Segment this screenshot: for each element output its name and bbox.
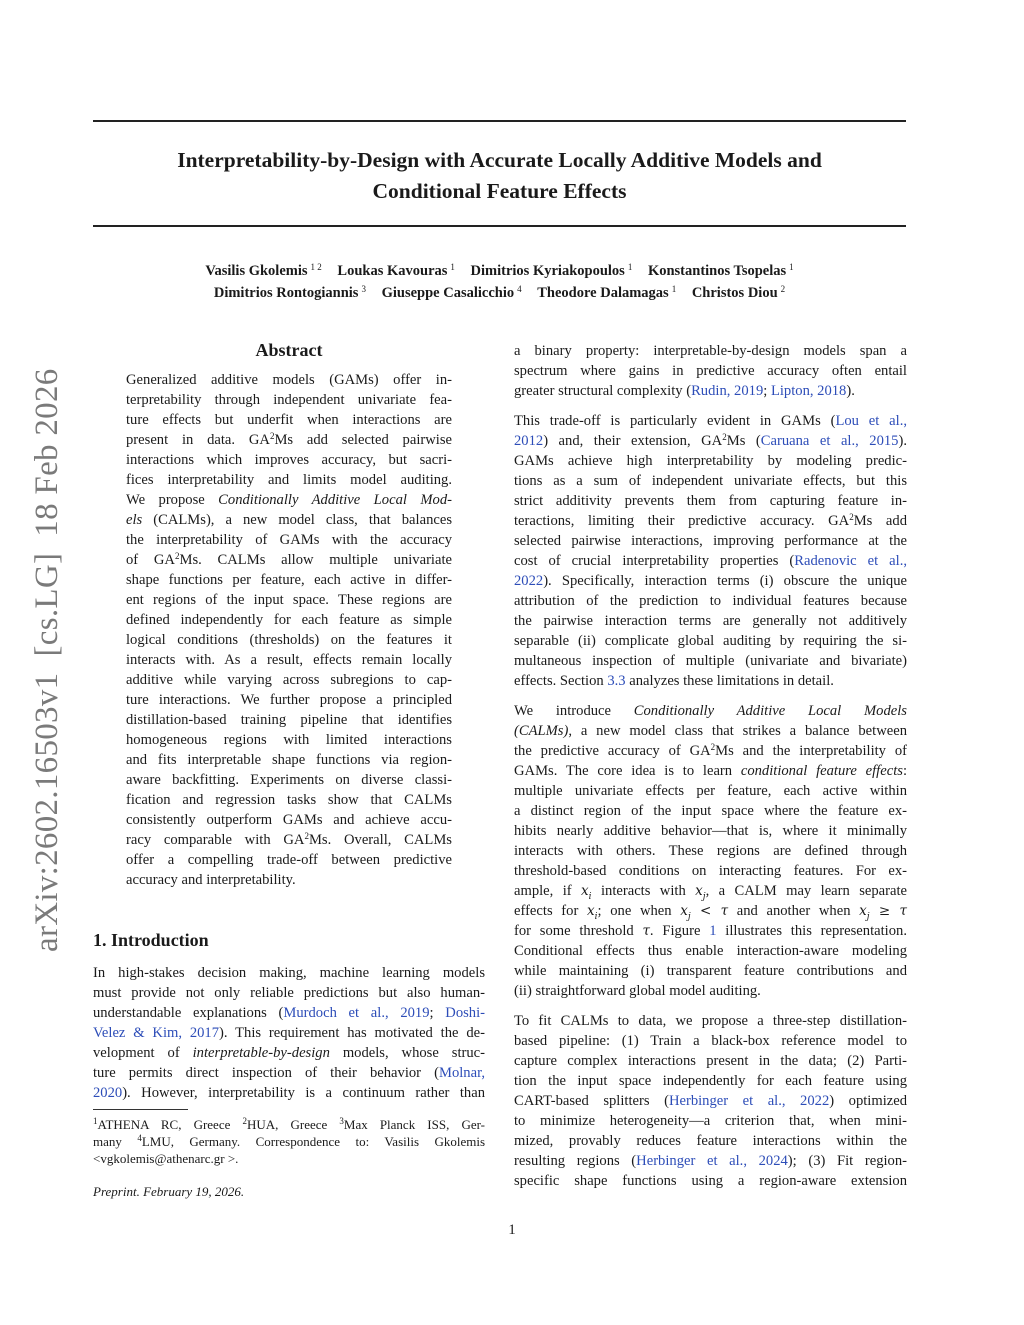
text-line: GAMs. The core idea is to learn conditional feature effects: [514, 763, 907, 779]
title-rule-bottom [93, 225, 906, 227]
citation-link[interactable]: Radenovic et al., [794, 553, 907, 569]
text-line: cost of crucial interpretability properties (Radenovic et al., [514, 553, 907, 569]
text-line: velopment of interpretable-by-design models, whose struc- [93, 1045, 485, 1061]
text-line: tion the input space independently for each feature using [514, 1073, 907, 1089]
text-line: In high-stakes decision making, machine learning models [93, 965, 485, 981]
text-line: ture effects but underfit when interactions are [126, 412, 452, 428]
text-line: effects. Section 3.3 analyzes these limitations in detail. [514, 673, 834, 689]
text-line: the pairwise interaction terms are generally not additively [514, 613, 907, 629]
text-line: selected pairwise interactions, improving performance at the [514, 533, 907, 549]
author: Vasilis Gkolemis $^{1 2}$ [205, 262, 322, 279]
text-line: must provide not only reliable predictions but also human- [93, 985, 485, 1001]
text-line: a binary property: interpretable-by-design models span a [514, 343, 907, 359]
text-line: and fits interpretable shape functions via region- [126, 752, 452, 768]
preprint-note: Preprint. February 19, 2026. [93, 1184, 245, 1199]
text-line: threshold-based conditions on interacting features. For ex- [514, 863, 907, 879]
author: Theodore Dalamagas $^1$ [537, 284, 677, 301]
text-line: additive while varying across subregions to cap- [126, 672, 452, 688]
text-line: homogeneous regions with limited interactions [126, 732, 452, 748]
footnote-line: $^1$ATHENA RC, Greece $^2$HUA, Greece $^3$Max Planck ISS, Ger- [93, 1116, 485, 1132]
text-line: fices interpretability and limits model auditing. [126, 472, 452, 488]
text-line: accuracy and interpretability. [126, 872, 296, 888]
footnote-email: <vgkolemis@athenarc.gr >. [93, 1151, 239, 1166]
text-line: racy comparable with $GA^2Ms$. Overall, CALMs [126, 831, 452, 848]
citation-link[interactable]: Velez & Kim, 2017 [93, 1025, 220, 1041]
text-line: To fit CALMs to data, we propose a three-step distillation- [514, 1013, 907, 1029]
text-line: tions as a sum of independent univariate effects, but this [514, 473, 907, 489]
abstract-heading: Abstract [255, 340, 323, 360]
citation-link[interactable]: Doshi- [445, 1005, 486, 1021]
text-line: terpretability through independent univariate fea- [126, 392, 452, 408]
section-heading-introduction: 1. Introduction [93, 930, 209, 950]
arxiv-id: arXiv:2602.16503v1 [29, 672, 65, 952]
arxiv-category: [cs.LG] [29, 552, 65, 657]
text-line: for some threshold τ. Figure 1 illustrates this representation. [514, 923, 907, 939]
author: Christos Diou $^2$ [691, 284, 786, 301]
text-line: ent regions of the input space. These regions are [126, 592, 452, 608]
text-line: 2022). Specifically, interaction terms (i) obscure the unique [514, 573, 907, 589]
author: Giuseppe Casalicchio $^4$ [381, 284, 522, 301]
citation-link[interactable]: 2022 [514, 573, 544, 589]
text-line: els (CALMs), a new model class, that balances [126, 512, 452, 528]
citation-link[interactable]: Rudin, 2019 [691, 383, 764, 399]
text-line: CART-based splitters (Herbinger et al., 2022) optimized [514, 1093, 908, 1109]
text-line: Velez & Kim, 2017). This requirement has motivated the de- [93, 1025, 485, 1041]
text-line: of $GA^2Ms$. CALMs allow multiple univariate [126, 551, 452, 568]
figure-link[interactable]: 1 [709, 923, 717, 939]
text-line: teractions, limiting their predictive accuracy. $GA^2Ms$ add [514, 512, 907, 529]
text-line: offer a compelling trade-off between predictive [126, 852, 452, 868]
author: Loukas Kavouras $^1$ [337, 262, 455, 279]
text-line: capture complex interactions present in the data; (2) Parti- [514, 1053, 907, 1069]
text-line: a distinct region of the input space where the feature ex- [514, 803, 907, 819]
text-line: (ii) straightforward global model auditing. [514, 983, 761, 999]
page-number: 1 [508, 1222, 516, 1238]
author: Konstantinos Tsopelas $^1$ [647, 262, 794, 279]
text-line: This trade-off is particularly evident in GAMs (Lou et al., [514, 413, 907, 429]
text-line: separable (ii) complicate global auditing by requiring the si- [514, 633, 907, 649]
citation-link[interactable]: Molnar, [438, 1065, 485, 1081]
citation-link[interactable]: Herbinger et al., 2022 [668, 1093, 830, 1109]
text-line: multaneous inspection of multiple (univariate and bivariate) [514, 653, 907, 669]
text-line: present in data. $GA^2Ms$ add selected pairwise [126, 431, 452, 448]
text-line: resulting regions (Herbinger et al., 2024); (3) Fit region- [514, 1153, 908, 1169]
text-line: interactions which improves accuracy, but sacri- [126, 452, 452, 468]
author: Dimitrios Rontogiannis $^3$ [213, 284, 366, 301]
text-line: ture permits direct inspection of their behavior (Molnar, [93, 1065, 485, 1081]
text-line: attribution of the prediction to individual features because [514, 593, 907, 609]
arxiv-date: 18 Feb 2026 [29, 368, 65, 537]
paper-title-line-2: Conditional Feature Effects [372, 179, 627, 203]
footnote-line: many $^4$LMU, Germany. Correspondence to: Vasilis Gkolemis [93, 1133, 486, 1149]
text-line: 2020). However, interpretability is a continuum rather than [93, 1085, 485, 1101]
text-line: fication and regression tasks show that CALMs [126, 792, 452, 808]
text-line: the predictive accuracy of $GA^2Ms$ and the interpretability of [514, 742, 907, 759]
text-line: strict additivity prevents them from capturing feature in- [514, 493, 907, 509]
text-line: hibits nearly additive behavior—that is, where it minimally [514, 823, 907, 839]
text-line: Conditional effects thus enable interaction-aware modeling [514, 943, 907, 959]
citation-link[interactable]: Murdoch et al., 2019 [283, 1005, 430, 1021]
citation-link[interactable]: Herbinger et al., 2024 [636, 1153, 788, 1169]
text-line: distillation-based training pipeline that identifies [126, 712, 452, 728]
text-line: shape functions per feature, each active in differ- [126, 572, 452, 588]
text-line: multiple univariate effects per feature, each active within [514, 783, 907, 799]
citation-link[interactable]: Lou et al., [835, 413, 907, 429]
text-line: spectrum where gains in predictive accuracy often entail [514, 363, 907, 379]
citation-link[interactable]: 2020 [93, 1085, 123, 1101]
section-link[interactable]: 3.3 [607, 673, 626, 689]
text-line: GAMs achieve high interpretability by modeling predic- [514, 453, 907, 469]
text-line: mized, provably reduces feature interactions within the [514, 1133, 907, 1149]
text-line: while maintaining (i) transparent feature contributions and [514, 963, 907, 979]
text-line: greater structural complexity (Rudin, 2019; Lipton, 2018). [514, 383, 855, 399]
text-line: aware backfitting. Experiments on diverse classi- [126, 772, 452, 788]
text-line: We introduce Conditionally Additive Local Models [514, 703, 907, 719]
text-line: to minimize heterogeneity—a criterion that, when mini- [514, 1113, 907, 1129]
text-line: 2012) and, their extension, $GA^2Ms$ (Caruana et al., 2015). [514, 432, 907, 449]
text-line: ample, if $x_i$ interacts with $x_j$, a CALM may learn separate [514, 883, 908, 902]
text-line: based pipeline: (1) Train a black-box reference model to [514, 1033, 907, 1049]
citation-link[interactable]: 2012 [514, 433, 544, 449]
text-line: understandable explanations (Murdoch et al., 2019; Doshi- [93, 1005, 486, 1021]
author-list-row-1 [93, 260, 906, 282]
text-line: logical conditions (thresholds) on the features it [126, 632, 452, 648]
citation-link[interactable]: Caruana et al., 2015 [760, 433, 899, 449]
text-line: ture interactions. We further propose a principled [126, 692, 452, 708]
text-line: specific shape functions using a region-aware extension [514, 1173, 907, 1189]
text-line: interacts with others. These regions are defined through [514, 843, 907, 859]
text-line: Generalized additive models (GAMs) offer in- [126, 372, 452, 388]
text-line: defined independently for each feature as simple [126, 612, 452, 628]
paper-title-line-1: Interpretability-by-Design with Accurate Locally Additive Models and [177, 148, 822, 172]
title-rule-top [93, 120, 906, 122]
text-line: We propose Conditionally Additive Local Mod- [126, 492, 452, 508]
author-list-row-2 [93, 282, 906, 304]
text-line: consistently outperform GAMs and achieve accu- [126, 812, 452, 828]
text-line: the interpretability of GAMs with the accuracy [126, 532, 452, 548]
footnote-rule [93, 1109, 188, 1110]
text-line: interacts with. As a result, effects remain locally [126, 652, 452, 668]
author: Dimitrios Kyriakopoulos $^1$ [470, 262, 633, 279]
citation-link[interactable]: Lipton, 2018 [770, 383, 847, 399]
text-line: effects for $x_i$; one when $x_j < \tau$ and another when $x_j \ge \tau$ [514, 903, 907, 922]
text-line: (CALMs), a new model class that strikes a balance between [514, 723, 907, 739]
arxiv-stamp [27, 368, 67, 952]
